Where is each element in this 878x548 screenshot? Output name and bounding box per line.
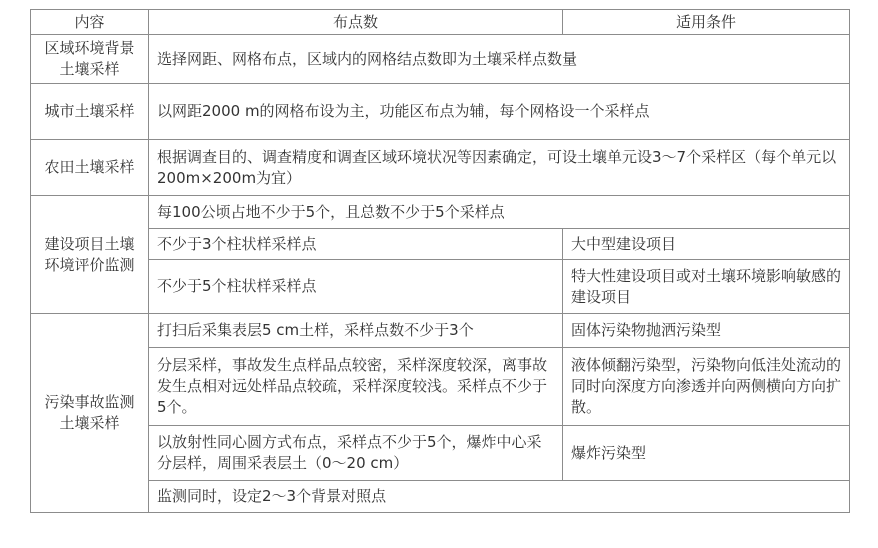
points-cell: 以网距2000 m的网格布设为主，功能区布点为辅，每个网格设一个采样点 <box>149 84 850 140</box>
condition-cell: 特大性建设项目或对土壤环境影响敏感的建设项目 <box>563 260 850 314</box>
table-row <box>31 481 850 513</box>
table-row <box>31 140 850 196</box>
points-cell: 每100公顷占地不少于5个，且总数不少于5个采样点 <box>149 196 850 229</box>
points-cell: 不少于5个柱状样采样点 <box>149 260 563 314</box>
points-cell: 监测同时，设定2～3个背景对照点 <box>149 481 850 513</box>
points-cell: 选择网距、网格布点，区域内的网格结点数即为土壤采样点数量 <box>149 35 850 84</box>
category-cell: 城市土壤采样 <box>31 84 149 140</box>
table-row <box>31 426 850 481</box>
points-cell: 根据调查目的、调查精度和调查区域环境状况等因素确定，可设土壤单元设3～7个采样区（每个单元以200m×200m为宜） <box>149 140 850 196</box>
table-header-row <box>31 10 850 35</box>
table-row <box>31 260 850 314</box>
table-row <box>31 348 850 426</box>
points-cell: 打扫后采集表层5 cm土样，采样点数不少于3个 <box>149 314 563 348</box>
category-cell: 区域环境背景土壤采样 <box>31 35 149 84</box>
table-row <box>31 196 850 229</box>
table-row <box>31 314 850 348</box>
category-cell: 建设项目土壤环境评价监测 <box>31 196 149 314</box>
table-row <box>31 35 850 84</box>
table-row <box>31 84 850 140</box>
condition-cell: 固体污染物抛洒污染型 <box>563 314 850 348</box>
header-content: 内容 <box>31 10 149 35</box>
points-cell: 不少于3个柱状样采样点 <box>149 229 563 260</box>
condition-cell: 爆炸污染型 <box>563 426 850 481</box>
condition-cell: 液体倾翻污染型，污染物向低洼处流动的同时向深度方向渗透并向两侧横向方向扩散。 <box>563 348 850 426</box>
header-conditions: 适用条件 <box>563 10 850 35</box>
points-cell: 分层采样，事故发生点样品点较密，采样深度较深，离事故发生点相对远处样品点较疏，采样深度较浅。采样点不少于5个。 <box>149 348 563 426</box>
header-points: 布点数 <box>149 10 563 35</box>
table-row <box>31 229 850 260</box>
condition-cell: 大中型建设项目 <box>563 229 850 260</box>
sampling-table-container <box>30 9 849 513</box>
category-cell: 污染事故监测土壤采样 <box>31 314 149 513</box>
category-cell: 农田土壤采样 <box>31 140 149 196</box>
points-cell: 以放射性同心圆方式布点，采样点不少于5个，爆炸中心采分层样，周围采表层土（0～20 cm） <box>149 426 563 481</box>
soil-sampling-table <box>30 9 850 513</box>
